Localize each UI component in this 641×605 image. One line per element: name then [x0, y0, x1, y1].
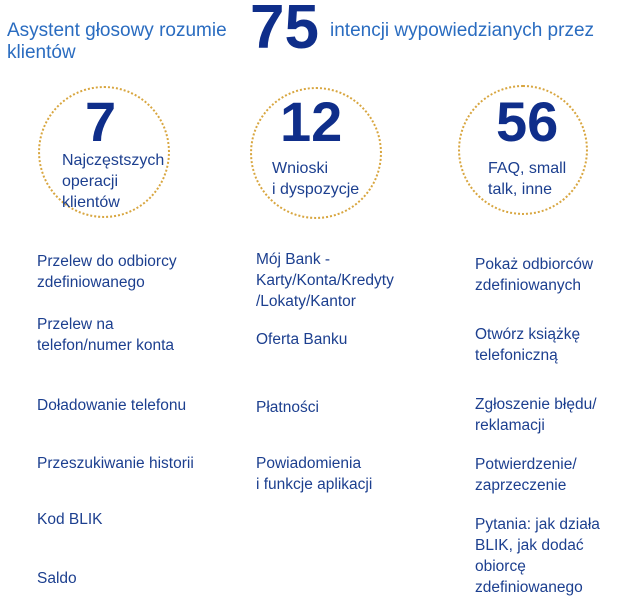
category-number-requests: 12 — [280, 90, 343, 153]
intent-item: Potwierdzenie/ zaprzeczenie — [475, 456, 577, 494]
category-label-operations: Najczęstszych operacji klientów — [62, 152, 165, 211]
header-text-right: intencji wypowiedzianych przez — [330, 20, 595, 41]
intent-item: Przelew do odbiorcy zdefiniowanego — [37, 253, 177, 291]
category-number-faq: 56 — [496, 90, 559, 153]
intent-item: Otwórz książkę telefoniczną — [475, 326, 581, 364]
intent-item: Pytania: jak działa BLIK, jak dodać obiorcę zdefiniowanego — [475, 516, 600, 596]
intent-item: Kod BLIK — [37, 511, 103, 528]
header-total-number: 75 — [250, 0, 319, 62]
intent-item: Powiadomienia i funkcje aplikacji — [256, 455, 373, 493]
intent-item: Płatności — [256, 399, 319, 416]
intent-item: Przeszukiwanie historii — [37, 455, 194, 472]
intent-item: Doładowanie telefonu — [37, 397, 187, 414]
intent-item: Oferta Banku — [256, 331, 348, 348]
category-label-requests: Wnioski i dyspozycje — [272, 160, 360, 198]
category-number-operations: 7 — [85, 90, 117, 153]
intent-item: Saldo — [37, 570, 77, 587]
intent-item: Mój Bank - Karty/Konta/Kredyty /Lokaty/Kantor — [256, 251, 394, 310]
intent-item: Zgłoszenie błędu/ reklamacji — [475, 396, 597, 434]
intent-item: Przelew na telefon/numer konta — [37, 316, 175, 354]
header-text-line2: klientów — [7, 42, 76, 63]
intent-item: Pokaż odbiorców zdefiniowanych — [475, 256, 594, 294]
category-label-faq: FAQ, small talk, inne — [488, 160, 567, 198]
header-text-left: Asystent głosowy rozumie — [7, 20, 227, 41]
